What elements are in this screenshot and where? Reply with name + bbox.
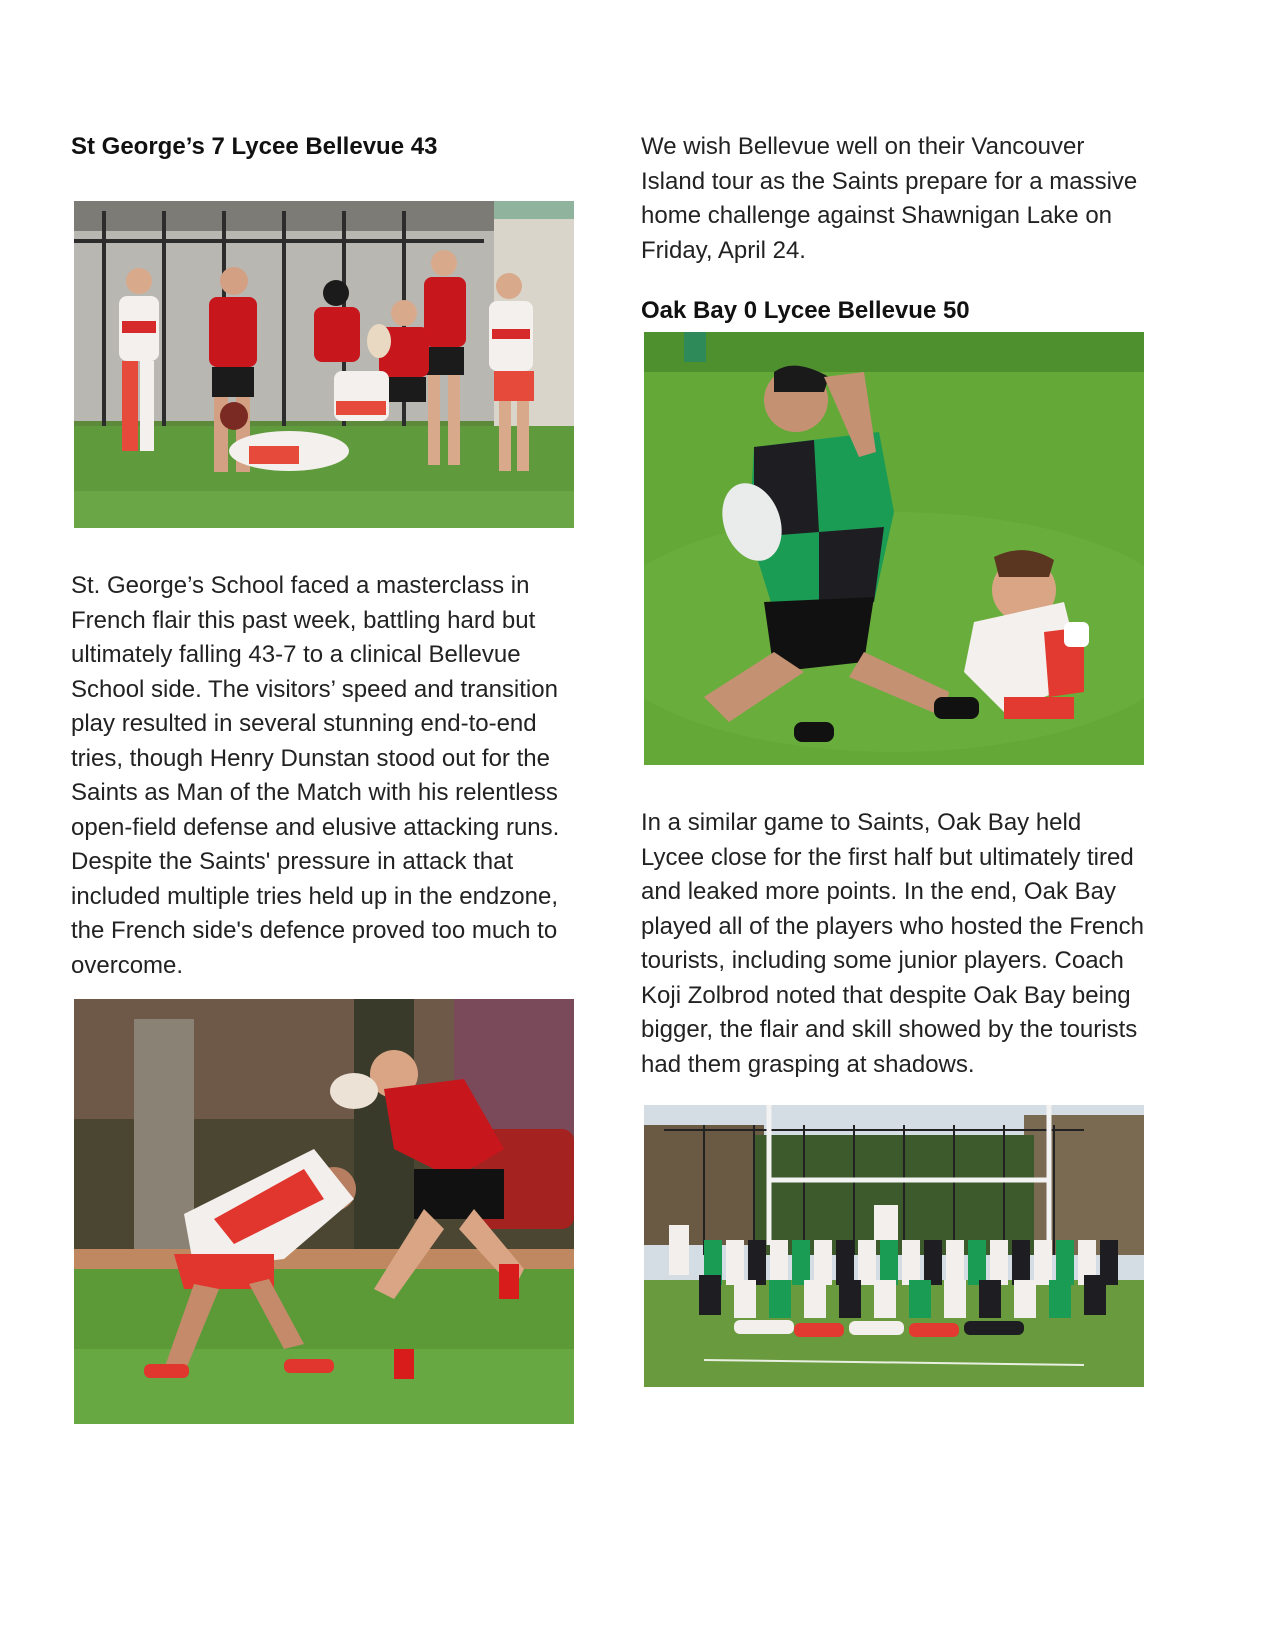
rugby-tackle-photo-image	[74, 999, 574, 1424]
rugby-ball-carrier-photo	[644, 332, 1144, 765]
rugby-match-photo	[74, 201, 574, 528]
team-group-photo	[644, 1105, 1144, 1387]
match-heading-oak-bay: Oak Bay 0 Lycee Bellevue 50	[641, 297, 970, 324]
match-report-oak-bay: In a similar game to Saints, Oak Bay held Lycee close for the first half but ultimately tired and leaked more points. In the end, Oak Bay played all of the players who hosted the French tourists, including some junior players. Coach Koji Zolbrod noted that despite Oak Bay being bigger, the flair and skill showed by the tourists had them grasping at shadows.	[641, 809, 1144, 1078]
rugby-match-photo-image	[74, 201, 574, 528]
rugby-tackle-photo	[74, 999, 574, 1424]
team-group-photo-image	[644, 1105, 1144, 1387]
rugby-ball-carrier-photo-image	[644, 332, 1144, 765]
intro-paragraph: We wish Bellevue well on their Vancouver Island tour as the Saints prepare for a massive home challenge against Shawnigan Lake on Friday, April 24.	[641, 133, 1138, 264]
match-report-st-georges: St. George’s School faced a masterclass in French flair this past week, battling hard but ultimately falling 43-7 to a clinical Bellevue School side. The visitors’ speed and transition play resulted in several stunning end-to-end tries, though Henry Dunstan stood out for the Saints as Man of the Match with his relentless open-field defense and elusive attacking runs. Despite the Saints' pressure in attack that included multiple tries held up in the endzone, the French side's defence proved too much to overcome.	[71, 572, 560, 979]
match-heading-st-georges: St George’s 7 Lycee Bellevue 43	[71, 133, 438, 160]
